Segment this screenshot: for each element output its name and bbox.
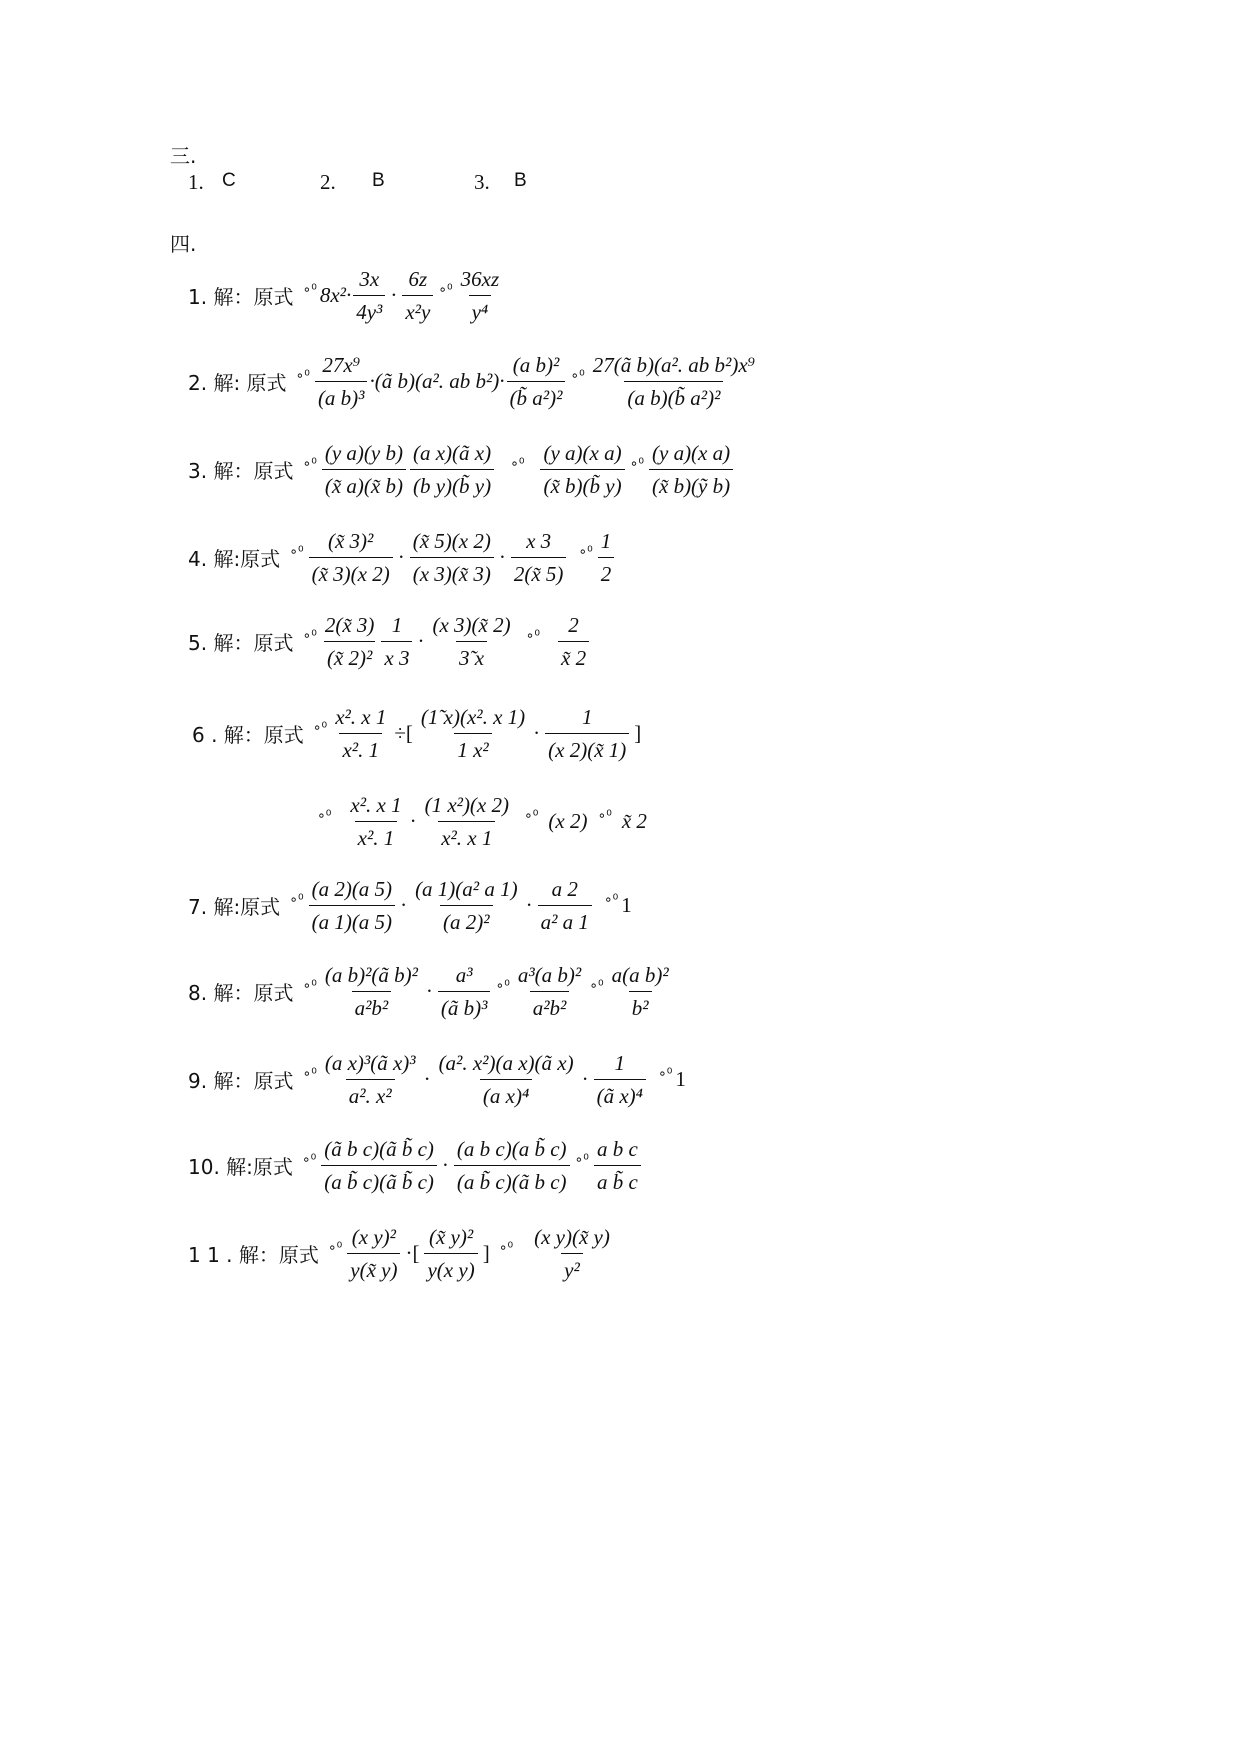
fraction <box>507 352 566 411</box>
denominator: (a x)⁴ <box>480 1079 532 1109</box>
fraction <box>594 1050 646 1109</box>
math-term: ·(ã b)(a². ab b²)· <box>369 369 505 393</box>
fraction <box>438 962 491 1021</box>
solution-10 <box>188 1136 643 1195</box>
fraction <box>381 612 412 671</box>
numerator: (y a)(y b) <box>324 441 403 465</box>
equals-symbol: ∘⁰ <box>570 367 585 384</box>
math-term: 8x²· <box>319 283 352 307</box>
numerator: 27(ã b)(a². ab b²)x⁹ <box>592 353 755 377</box>
fraction <box>315 352 368 411</box>
multiply-dot: · <box>441 1153 449 1177</box>
denominator: y² <box>561 1253 583 1283</box>
multiply-dot: · <box>409 809 417 833</box>
solution-6-continued <box>314 792 647 851</box>
denominator: (x̃ 3)(x 2) <box>309 557 393 587</box>
fraction <box>540 440 624 499</box>
denominator: x̃ 2 <box>558 641 589 671</box>
solution-9 <box>188 1050 686 1109</box>
solution-label: 4. 解:原式 <box>188 547 281 571</box>
denominator: a²b² <box>352 991 392 1021</box>
numerator: (1 x²)(x 2) <box>424 793 509 817</box>
numerator: a 2 <box>551 877 578 901</box>
numerator: a(a b)² <box>611 963 669 987</box>
numerator: (a b c)(a b̃ c) <box>456 1137 567 1161</box>
multiply-dot: · <box>525 893 533 917</box>
multiply-dot: · <box>390 283 398 307</box>
close-bracket: ] <box>634 721 642 745</box>
equals-symbol: ∘⁰ <box>289 891 304 908</box>
answer-2-value: B <box>372 170 385 191</box>
fraction <box>353 266 385 325</box>
denominator: (a 1)(a 5) <box>309 905 395 935</box>
numerator: (x 3)(x̃ 2) <box>432 613 511 637</box>
equals-symbol: ∘⁰ <box>498 1239 514 1256</box>
math-term: 1 <box>621 893 632 917</box>
numerator: 3x <box>359 267 380 291</box>
numerator: (a x)(ã x) <box>412 441 492 465</box>
numerator: a b c <box>596 1137 638 1161</box>
numerator: a³ <box>455 963 473 987</box>
multiply-dot: · <box>397 545 405 569</box>
equals-symbol: ∘⁰ <box>510 455 525 472</box>
numerator: (a 2)(a 5) <box>311 877 393 901</box>
section-3-heading: 三. <box>170 144 197 168</box>
denominator: y(x y) <box>424 1253 477 1283</box>
answer-3-value: B <box>514 170 527 191</box>
denominator: x²y <box>402 295 433 325</box>
solution-label: 8. 解：原式 <box>188 981 294 1005</box>
math-term: x̃ 2 <box>621 809 647 833</box>
fraction <box>332 704 389 763</box>
denominator: 1 x² <box>454 733 491 763</box>
denominator: (ã x)⁴ <box>594 1079 646 1109</box>
numerator: (y a)(x a) <box>543 441 622 465</box>
solution-label: 2. 解: 原式 <box>188 371 287 395</box>
equals-symbol: ∘⁰ <box>495 977 510 994</box>
denominator: y(x̃ y) <box>347 1253 400 1283</box>
fraction <box>424 1224 477 1283</box>
numerator: a³(a b)² <box>517 963 582 987</box>
equals-symbol: ∘⁰ <box>301 1151 317 1168</box>
denominator: x 3 <box>381 641 412 671</box>
solution-3 <box>188 440 735 499</box>
fraction <box>422 792 512 851</box>
fraction <box>410 440 494 499</box>
denominator: (x̃ a)(x̃ b) <box>322 469 406 499</box>
equals-symbol: ∘⁰ <box>657 1065 673 1082</box>
equals-symbol: ∘⁰ <box>629 455 644 472</box>
equals-symbol: ∘⁰ <box>317 807 332 824</box>
solution-8 <box>188 962 674 1021</box>
solution-label: 1 1 . 解：原式 <box>188 1243 319 1267</box>
numerator: (x y)(x̃ y) <box>534 1225 610 1249</box>
fraction <box>309 876 395 935</box>
fraction <box>347 1224 400 1283</box>
numerator: x². x 1 <box>335 705 387 729</box>
fraction <box>511 528 567 587</box>
solution-label: 7. 解:原式 <box>188 895 281 919</box>
numerator: 1 <box>614 1051 625 1075</box>
equals-symbol: ∘⁰ <box>603 891 619 908</box>
fraction <box>309 528 393 587</box>
denominator: (x̃ b)(ỹ b) <box>649 469 733 499</box>
equals-symbol: ∘⁰ <box>589 977 604 994</box>
fraction-result <box>598 528 615 587</box>
fraction <box>538 876 592 935</box>
denominator: (ã b)³ <box>438 991 491 1021</box>
equals-symbol: ∘⁰ <box>525 627 540 644</box>
fraction-result <box>590 352 758 411</box>
equals-symbol: ∘⁰ <box>302 1065 317 1082</box>
answer-1-value: C <box>222 170 236 191</box>
solution-5 <box>188 612 591 671</box>
numerator: (ã b c)(ã b̃ c) <box>324 1137 434 1161</box>
denominator: (x̃ b)(b̃ y) <box>540 469 624 499</box>
fraction-result <box>609 962 672 1021</box>
fraction <box>402 266 433 325</box>
multiply-dot: · <box>581 1067 589 1091</box>
multiply-dot: · <box>498 545 506 569</box>
numerator: (a x)³(ã x)³ <box>324 1051 416 1075</box>
fraction <box>347 792 404 851</box>
fraction <box>322 1050 419 1109</box>
fraction <box>322 612 378 671</box>
denominator: a²b² <box>530 991 570 1021</box>
fraction <box>412 876 521 935</box>
numerator: x 3 <box>526 529 552 553</box>
solution-label: 10. 解:原式 <box>188 1155 293 1179</box>
numerator: 6z <box>408 267 428 291</box>
math-term: (x 2) <box>548 809 588 833</box>
denominator: (a b)³ <box>315 381 368 411</box>
denominator: 2(x̃ 5) <box>511 557 567 587</box>
numerator: 2 <box>568 613 579 637</box>
equals-symbol: ∘⁰ <box>302 627 317 644</box>
fraction <box>545 704 629 763</box>
numerator: 2(x̃ 3) <box>324 613 375 637</box>
solution-label: 9. 解：原式 <box>188 1069 294 1093</box>
fraction <box>322 962 421 1021</box>
numerator: (a b)² <box>512 353 560 377</box>
denominator: (a 2)² <box>440 905 493 935</box>
solution-6 <box>192 704 644 763</box>
fraction-result <box>531 1224 613 1283</box>
numerator: (y a)(x a) <box>652 441 731 465</box>
numerator: 27x⁹ <box>322 353 361 377</box>
denominator: 3̃ x <box>456 641 487 671</box>
fraction-result <box>649 440 733 499</box>
fraction-result <box>558 612 589 671</box>
denominator: (b̃ a²)² <box>507 381 566 411</box>
denominator: (a b̃ c)(ã b̃ c) <box>321 1165 437 1195</box>
numerator: (1̃ x)(x². x 1) <box>420 705 526 729</box>
fraction <box>418 704 528 763</box>
fraction <box>454 1136 570 1195</box>
numerator: (a 1)(a² a 1) <box>415 877 518 901</box>
equals-symbol: ∘⁰ <box>302 977 317 994</box>
denominator: a² a 1 <box>538 905 592 935</box>
solution-label: 3. 解：原式 <box>188 459 294 483</box>
numerator: (a b)²(ã b)² <box>324 963 418 987</box>
denominator: (b y)(b̃ y) <box>410 469 494 499</box>
denominator: a². x² <box>346 1079 395 1109</box>
equals-symbol: ∘⁰ <box>289 543 304 560</box>
equals-symbol: ∘⁰ <box>574 1151 589 1168</box>
open-bracket: ·[ <box>405 1241 420 1265</box>
answer-3-number: 3. <box>474 170 490 194</box>
solution-label: 1. 解：原式 <box>188 285 294 309</box>
multiply-dot: · <box>417 629 425 653</box>
section-4-heading: 四. <box>170 232 197 256</box>
numerator: 1 <box>391 613 403 637</box>
denominator: (a b̃ c)(ã b c) <box>454 1165 570 1195</box>
fraction-result <box>594 1136 641 1195</box>
denominator: (a b)(b̃ a²)² <box>624 381 723 411</box>
denominator: (x 2)(x̃ 1) <box>545 733 629 763</box>
fraction <box>410 528 494 587</box>
answer-2-number: 2. <box>320 170 336 194</box>
denominator: a b̃ c <box>594 1165 641 1195</box>
denominator: x². 1 <box>355 821 398 851</box>
numerator: (x̃ y)² <box>428 1225 474 1249</box>
multiply-dot: · <box>423 1067 431 1091</box>
fraction <box>429 612 513 671</box>
equals-symbol: ∘⁰ <box>597 807 612 824</box>
fraction <box>322 440 406 499</box>
solution-label: 6 . 解：原式 <box>192 723 304 747</box>
denominator: (x̃ 2)² <box>324 641 375 671</box>
solution-2 <box>188 352 760 411</box>
numerator: 1 <box>581 705 593 729</box>
multiply-dot: · <box>533 721 541 745</box>
solution-11 <box>188 1224 615 1283</box>
denominator: b² <box>629 991 652 1021</box>
answer-1-number: 1. <box>188 170 204 194</box>
fraction <box>321 1136 437 1195</box>
fraction <box>436 1050 577 1109</box>
equals-symbol: ∘⁰ <box>312 719 328 736</box>
solution-4 <box>188 528 616 587</box>
denominator: (x 3)(x̃ 3) <box>410 557 494 587</box>
equals-symbol: ∘⁰ <box>302 281 317 298</box>
numerator: (x̃ 5)(x 2) <box>412 529 491 553</box>
equals-symbol: ∘⁰ <box>524 807 539 824</box>
numerator: (a². x²)(a x)(ã x) <box>438 1051 574 1075</box>
equals-symbol: ∘⁰ <box>578 543 593 560</box>
solution-label: 5. 解：原式 <box>188 631 294 655</box>
divide-bracket: ÷[ <box>394 721 413 745</box>
denominator: x². x 1 <box>438 821 495 851</box>
numerator: 36xz <box>460 267 500 291</box>
fraction-result <box>458 266 503 325</box>
numerator: 1 <box>600 529 612 553</box>
numerator: (x̃ 3)² <box>327 529 374 553</box>
math-term: 1 <box>675 1067 686 1091</box>
numerator: x². x 1 <box>350 793 402 817</box>
denominator: 2 <box>598 557 615 587</box>
equals-symbol: ∘⁰ <box>327 1239 343 1256</box>
denominator: x². 1 <box>339 733 382 763</box>
equals-symbol: ∘⁰ <box>438 281 453 298</box>
fraction <box>515 962 584 1021</box>
equals-symbol: ∘⁰ <box>302 455 317 472</box>
multiply-dot: · <box>400 893 408 917</box>
numerator: (x y)² <box>351 1225 396 1249</box>
denominator: y⁴ <box>469 295 492 325</box>
equals-symbol: ∘⁰ <box>295 367 310 384</box>
multiply-dot: · <box>425 979 433 1003</box>
solution-1 <box>188 266 504 325</box>
solution-7 <box>188 876 632 935</box>
close-bracket: ] <box>482 1241 490 1265</box>
denominator: 4y³ <box>353 295 385 325</box>
